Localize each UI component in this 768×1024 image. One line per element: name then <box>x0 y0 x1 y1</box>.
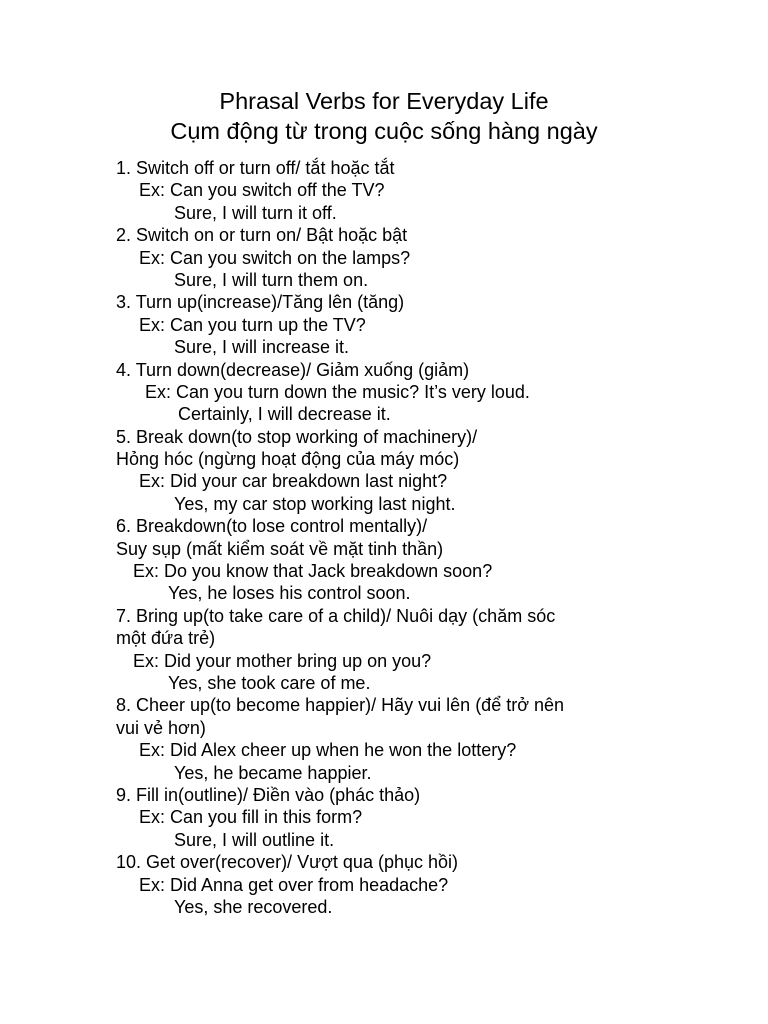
list-item <box>116 515 736 605</box>
item-answer: Yes, he became happier. <box>174 762 372 783</box>
phrasal-verb-list <box>116 157 736 918</box>
list-item <box>116 157 736 224</box>
item-heading: 4. Turn down(decrease)/ Giảm xuống (giảm) <box>116 359 470 380</box>
item-answer: Sure, I will increase it. <box>174 337 350 358</box>
list-item <box>116 784 736 851</box>
list-item <box>116 359 736 426</box>
document-title <box>0 86 768 146</box>
list-item <box>116 291 736 358</box>
item-example: Ex: Did Anna get over from headache? <box>139 874 449 895</box>
item-heading: 2. Switch on or turn on/ Bật hoặc bật <box>116 225 408 246</box>
item-answer: Yes, he loses his control soon. <box>168 583 411 604</box>
item-heading-continued: một đứa trẻ) <box>116 628 216 649</box>
list-item <box>116 426 736 516</box>
item-example: Ex: Can you fill in this form? <box>139 807 363 828</box>
item-heading: 8. Cheer up(to become happier)/ Hãy vui lên (để trở nên <box>116 695 565 716</box>
list-item <box>116 224 736 291</box>
item-example: Ex: Can you switch on the lamps? <box>139 247 411 268</box>
item-heading: 9. Fill in(outline)/ Điền vào (phác thảo) <box>116 784 421 805</box>
item-heading: 7. Bring up(to take care of a child)/ Nuôi dạy (chăm sóc <box>116 605 556 626</box>
item-answer: Certainly, I will decrease it. <box>178 404 391 425</box>
item-heading-continued: vui vẻ hơn) <box>116 717 206 738</box>
item-heading-continued: Hỏng hóc (ngừng hoạt động của máy móc) <box>116 449 460 470</box>
item-heading: 10. Get over(recover)/ Vượt qua (phục hồi) <box>116 852 458 873</box>
item-example: Ex: Can you turn up the TV? <box>139 314 366 335</box>
item-heading-continued: Suy sụp (mất kiểm soát về mặt tinh thần) <box>116 538 444 559</box>
item-answer: Sure, I will turn it off. <box>174 202 337 223</box>
list-item <box>116 851 736 918</box>
title-english: Phrasal Verbs for Everyday Life <box>219 88 549 114</box>
item-heading: 6. Breakdown(to lose control mentally)/ <box>116 516 428 537</box>
list-item <box>116 605 736 695</box>
item-example: Ex: Can you switch off the TV? <box>139 180 385 201</box>
item-answer: Yes, she took care of me. <box>168 672 371 693</box>
item-example: Ex: Did your mother bring up on you? <box>133 650 432 671</box>
list-item <box>116 694 736 784</box>
item-example: Ex: Did your car breakdown last night? <box>139 471 448 492</box>
item-example: Ex: Do you know that Jack breakdown soon? <box>133 561 493 582</box>
item-answer: Yes, my car stop working last night. <box>174 493 456 514</box>
item-heading: 1. Switch off or turn off/ tắt hoặc tắt <box>116 158 395 178</box>
item-example: Ex: Did Alex cheer up when he won the lottery? <box>139 740 517 761</box>
item-answer: Sure, I will outline it. <box>174 829 335 850</box>
item-heading: 5. Break down(to stop working of machinery)/ <box>116 426 478 447</box>
item-example: Ex: Can you turn down the music? It’s very loud. <box>145 381 530 402</box>
item-answer: Sure, I will turn them on. <box>174 269 369 290</box>
item-heading: 3. Turn up(increase)/Tăng lên (tăng) <box>116 292 405 313</box>
item-answer: Yes, she recovered. <box>174 896 333 917</box>
title-vietnamese: Cụm động từ trong cuộc sống hàng ngày <box>170 118 598 144</box>
